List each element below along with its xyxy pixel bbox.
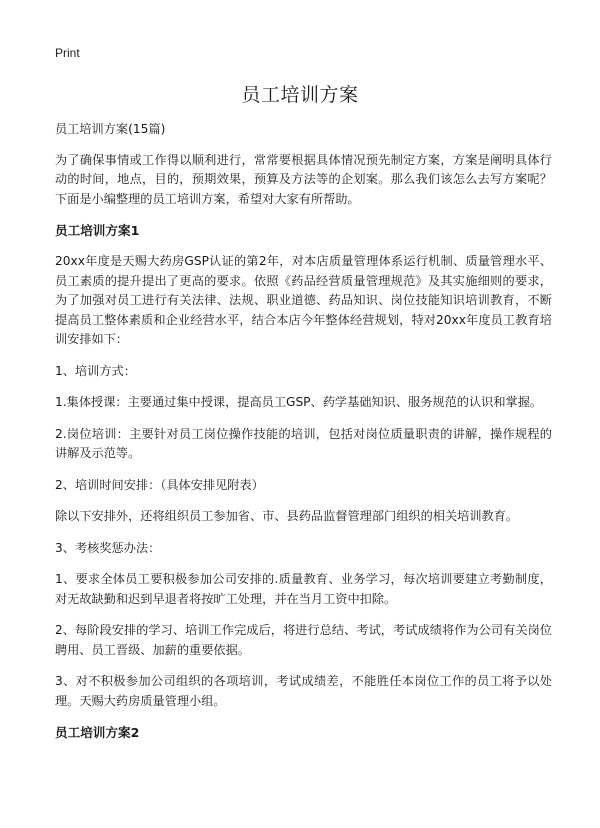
intro-paragraph: 为了确保事情或工作得以顺利进行，常常要根据具体情况预先制定方案，方案是阐明具体行动的时间，地点，目的，预期效果，预算及方法等的企划案。那么我们该怎么去写方案呢？下面是小编整理的员工培训方案，希望对大家有所帮助。 [55,152,552,206]
section1-paragraph: 2.岗位培训：主要针对员工岗位操作技能的培训，包括对岗位质量职责的讲解，操作规程的讲解及示范等。 [55,426,552,460]
document-body [55,120,552,754]
section1-paragraph: 20xx年度是天赐大药房GSP认证的第2年，对本店质量管理体系运行机制、质量管理水平、员工素质的提升提出了更高的要求。依照《药品经营质量管理规范》及其实施细则的要求，为了加强对员工进行有关法律、法规、职业道德、药品知识、岗位技能知识培训教育，不断提高员工整体素质和企业经营水平，结合本店今年整体经营规划，特对20xx年度员工教育培训安排如下： [55,254,552,346]
section1-paragraph: 2、每阶段安排的学习、培训工作完成后，将进行总结、考试，考试成绩将作为公司有关岗位聘用、员工晋级、加薪的重要依据。 [55,623,552,657]
section-heading-1: 员工培训方案1 [55,223,140,238]
document-subtitle: 员工培训方案(15篇) [55,122,166,136]
section1-paragraph: 1、培训方式： [55,363,136,378]
section1-paragraph: 2、培训时间安排：（具体安排见附表） [55,477,264,492]
print-link[interactable]: Print [55,46,80,60]
section1-paragraph: 1、要求全体员工要积极参加公司安排的.质量教育、业务学习，每次培训要建立考勤制度，对无故缺勤和迟到早退者将按旷工处理，并在当月工资中扣除。 [55,572,552,606]
section1-paragraph: 除以下安排外，还将组织员工参加省、市、县药品监督管理部门组织的相关培训教育。 [55,509,519,523]
section1-paragraph: 3、考核奖惩办法： [55,540,161,555]
section1-paragraph: 1.集体授课：主要通过集中授课，提高员工GSP、药学基础知识、服务规范的认识和掌握。 [55,395,543,409]
section-heading-2: 员工培训方案2 [55,725,140,740]
page-title: 员工培训方案 [241,84,359,106]
section1-paragraph: 3、对不积极参加公司组织的各项培训，考试成绩差，不能胜任本岗位工作的员工将予以处理。天赐大药房质量管理小组。 [55,674,552,708]
